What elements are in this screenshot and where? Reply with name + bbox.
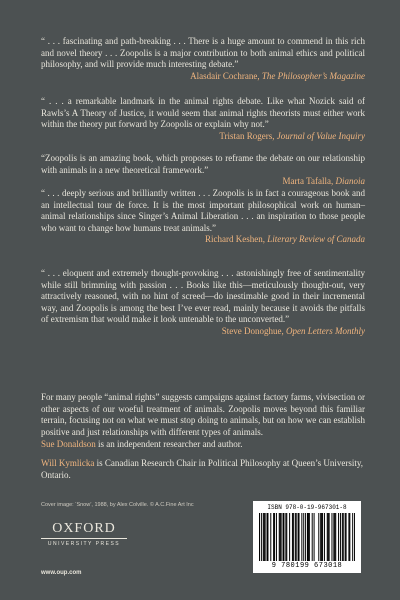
review-attribution <box>41 131 365 143</box>
barcode-bar <box>303 513 304 561</box>
barcode-bar <box>329 513 330 561</box>
barcode-bar <box>307 513 308 561</box>
barcode-bar <box>309 513 310 561</box>
barcode-bar <box>299 513 300 561</box>
author-bio-text: is an independent researcher and author. <box>95 439 243 449</box>
barcode-bar <box>352 513 353 561</box>
barcode-bar <box>292 513 293 561</box>
barcode-bar <box>334 513 335 561</box>
barcode-bar <box>321 513 322 561</box>
review-quote <box>41 188 365 246</box>
review-source: Literary Review of Canada <box>267 234 365 244</box>
review-attribution <box>41 71 365 83</box>
review-quote <box>41 153 365 188</box>
barcode-bar <box>283 513 284 561</box>
barcode-bar <box>280 513 281 561</box>
barcode-bar <box>333 513 334 561</box>
publisher-subtitle: UNIVERSITY PRESS <box>47 541 121 547</box>
barcode-bar <box>265 513 266 561</box>
quote-text: “ . . . fascinating and path-breaking . . . There is a huge amount to commend in this rich and novel theory . . . Zoopolis is a major contribution to both animal ethics and political philosophy, and will provide much interesting debate.” <box>41 36 365 69</box>
barcode-bars <box>259 513 355 561</box>
logo-divider <box>41 538 127 539</box>
barcode-bar <box>327 513 328 561</box>
quote-text: “Zoopolis is an amazing book, which proposes to reframe the debate on our relationship with animals in a new theoretical framework.” <box>41 153 365 175</box>
publisher-name: OXFORD <box>52 521 116 536</box>
publisher-url: www.oup.com <box>41 570 82 576</box>
barcode-bar <box>305 513 306 561</box>
quote-text: “ . . . deeply serious and brilliantly written . . . Zoopolis is in fact a courageous book and an intellectual tour de force. It is the most important philosophical work on human–animal relationships since Singer’s Animal Liberation . . . an inspiration to those people who want to change how humans treat animals.” <box>41 188 365 233</box>
review-attribution <box>41 176 365 188</box>
author-bio-text: is Canadian Research Chair in Political Philosophy at Queen’s University, Ontario. <box>41 458 364 480</box>
barcode-bar <box>301 513 302 561</box>
barcode-bar <box>264 513 265 561</box>
barcode-bar <box>279 513 280 561</box>
barcode-bar <box>354 513 355 561</box>
isbn-barcode <box>253 501 361 573</box>
barcode-bar <box>267 513 268 561</box>
barcode-bar <box>289 513 290 561</box>
barcode-bar <box>281 513 282 561</box>
barcode-bar <box>296 513 297 561</box>
author-bio <box>41 458 365 481</box>
barcode-bar <box>346 513 347 561</box>
reviewer-name: Tristan Rogers, <box>219 130 275 141</box>
barcode-bar <box>285 513 286 561</box>
author-name: Sue Donaldson <box>41 439 96 449</box>
barcode-bar <box>314 513 315 561</box>
barcode-bar <box>312 513 313 561</box>
publisher-logo <box>41 522 127 547</box>
barcode-bar <box>267 513 268 561</box>
barcode-bar <box>298 513 299 561</box>
author-bio <box>41 439 365 451</box>
review-source: The Philosopher’s Magazine <box>261 70 365 81</box>
review-attribution <box>41 234 365 246</box>
barcode-bar <box>286 513 287 561</box>
barcode-bar <box>345 513 346 561</box>
barcode-bar <box>318 513 319 561</box>
barcode-bar <box>322 513 323 561</box>
barcode-bar <box>283 513 284 561</box>
review-source: Dianoia <box>335 176 365 186</box>
barcode-bar <box>342 513 343 561</box>
barcode-bar <box>261 513 262 561</box>
barcode-bar <box>308 513 309 561</box>
barcode-bar <box>273 513 274 561</box>
quote-text: “ . . . eloquent and extremely thought-provoking . . . astonishingly free of sentimentality while still brimming with passion . . . Books like this—meticulously thought-out, very attractively reasoned, with no hint of screed—do inestimable good in their incremental way, and Zoopolis is among the best I’ve ever read, mainly because it avoids the pitfalls of extremism that would make it look untenable to the unconverted.” <box>41 268 365 324</box>
barcode-bar <box>331 513 332 561</box>
review-attribution <box>41 326 365 338</box>
barcode-bar <box>276 513 277 561</box>
barcode-bar <box>259 513 260 561</box>
reviewer-name: Steve Donoghue, <box>221 325 284 336</box>
quote-text: “ . . . a remarkable landmark in the animal rights debate. Like what Nozick said of Rawls’s A Theory of Justice, it would seem that animal rights theorists must either work within the theory put forward by Zoopolis or explain why not.” <box>41 96 365 129</box>
author-name: Will Kymlicka <box>41 458 95 468</box>
barcode-bar <box>335 513 336 561</box>
barcode-bar <box>340 513 341 561</box>
review-quote <box>41 36 365 82</box>
book-description: For many people “animal rights” suggests campaigns against factory farms, vivisection or other aspects of our woeful treatment of animals. Zoopolis moves beyond this familiar terrain, focusing not on what we must stop doing to animals, but on how we can establish positive and just relationships with different types of animals. <box>41 392 365 437</box>
isbn-label: ISBN 978-0-19-967301-8 <box>267 504 347 511</box>
review-source: Journal of Value Inquiry <box>276 130 365 141</box>
cover-image-credit: Cover image: ‘Snow’, 1988, by Alex Colville. © A.C.Fine Art Inc <box>41 502 194 508</box>
isbn-digits: 9 780199 673018 <box>271 562 343 570</box>
barcode-bar <box>338 513 339 561</box>
review-source: Open Letters Monthly <box>286 325 365 336</box>
barcode-bar <box>348 513 349 561</box>
reviewer-name: Richard Keshen, <box>205 234 265 244</box>
reviewer-name: Marta Tafalla, <box>282 176 334 186</box>
barcode-bar <box>263 513 264 561</box>
review-quote <box>41 268 365 337</box>
barcode-bar <box>270 513 271 561</box>
barcode-bar <box>293 513 294 561</box>
barcode-bar <box>295 513 296 561</box>
barcode-bar <box>343 513 344 561</box>
barcode-bar <box>320 513 321 561</box>
barcode-bar <box>328 513 329 561</box>
barcode-bar <box>274 513 275 561</box>
barcode-bar <box>349 513 350 561</box>
reviewer-name: Alasdair Cochrane, <box>190 70 260 81</box>
barcode-bar <box>324 513 325 561</box>
review-quote <box>41 96 365 142</box>
